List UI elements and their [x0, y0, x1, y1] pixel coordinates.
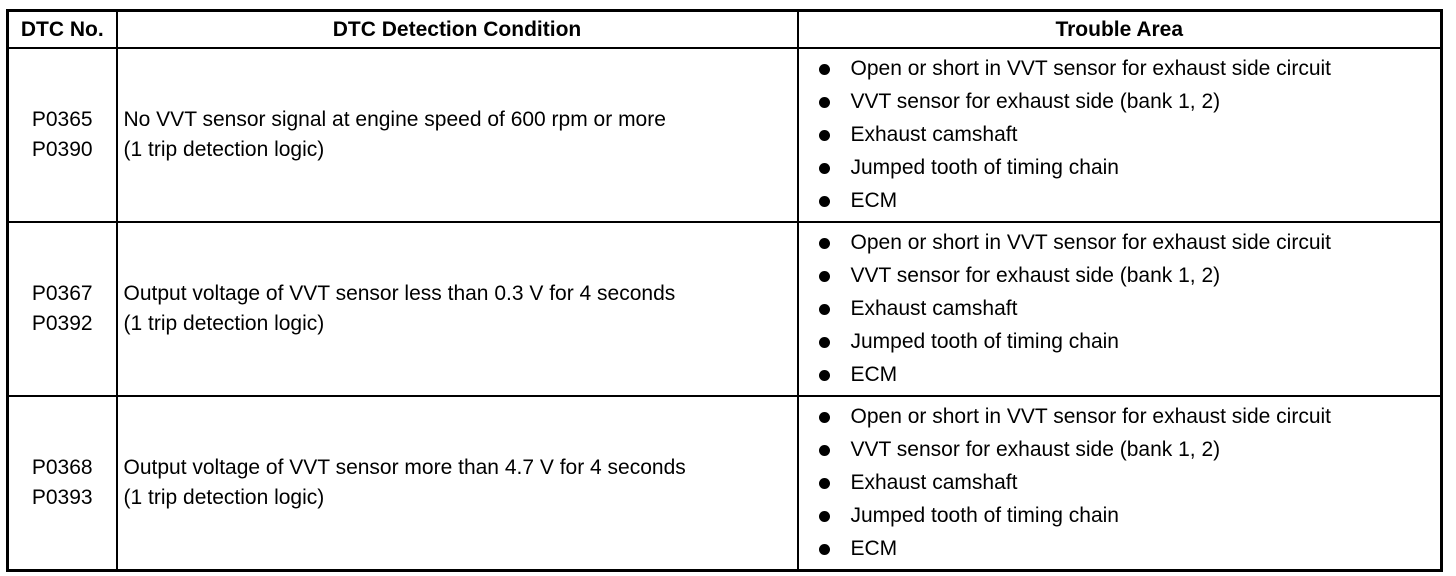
dtc-code: P0393	[31, 486, 93, 509]
bullet-icon	[819, 445, 830, 456]
condition-logic: (1 trip detection logic)	[123, 138, 325, 161]
bullet-icon	[819, 64, 830, 75]
condition-text: No VVT sensor signal at engine speed of 600 rpm or more	[123, 108, 666, 131]
trouble-area-list	[819, 227, 1441, 392]
bullet-icon	[819, 238, 830, 249]
list-item: VVT sensor for exhaust side (bank 1, 2)	[819, 260, 1441, 293]
detection-condition-cell	[117, 48, 798, 222]
dtc-code: P0368	[31, 456, 93, 479]
header-row	[8, 11, 1442, 49]
bullet-icon	[819, 196, 830, 207]
bullet-icon	[819, 412, 830, 423]
bullet-icon	[819, 544, 830, 555]
detection-condition-cell	[117, 396, 798, 571]
condition-text: Output voltage of VVT sensor less than 0.3 V for 4 seconds	[123, 282, 676, 305]
dtc-table	[6, 9, 1443, 572]
bullet-icon	[819, 511, 830, 522]
list-item: VVT sensor for exhaust side (bank 1, 2)	[819, 434, 1441, 467]
list-item: Jumped tooth of timing chain	[819, 152, 1441, 185]
condition-text: Output voltage of VVT sensor more than 4.7 V for 4 seconds	[123, 456, 686, 479]
condition-logic: (1 trip detection logic)	[123, 486, 325, 509]
bullet-icon	[819, 163, 830, 174]
dtc-codes-cell	[8, 396, 117, 571]
bullet-icon	[819, 130, 830, 141]
list-item: ECM	[819, 185, 1441, 218]
dtc-codes-cell	[8, 222, 117, 396]
header-dtc-no: DTC No.	[8, 11, 117, 49]
list-item: Open or short in VVT sensor for exhaust side circuit	[819, 227, 1441, 260]
dtc-codes-cell	[8, 48, 117, 222]
list-item: ECM	[819, 533, 1441, 566]
list-item: Open or short in VVT sensor for exhaust side circuit	[819, 53, 1441, 86]
list-item: Exhaust camshaft	[819, 467, 1441, 500]
trouble-area-list	[819, 53, 1441, 218]
dtc-code: P0392	[31, 312, 93, 335]
bullet-icon	[819, 370, 830, 381]
bullet-icon	[819, 271, 830, 282]
list-item: Open or short in VVT sensor for exhaust side circuit	[819, 401, 1441, 434]
list-item: Exhaust camshaft	[819, 293, 1441, 326]
trouble-area-list	[819, 401, 1441, 566]
trouble-area-cell	[798, 396, 1442, 571]
bullet-icon	[819, 304, 830, 315]
table-row	[8, 396, 1442, 571]
list-item: Jumped tooth of timing chain	[819, 326, 1441, 359]
dtc-code: P0365	[31, 108, 93, 131]
trouble-area-cell	[798, 222, 1442, 396]
list-item: ECM	[819, 359, 1441, 392]
table-row	[8, 222, 1442, 396]
list-item: VVT sensor for exhaust side (bank 1, 2)	[819, 86, 1441, 119]
list-item: Jumped tooth of timing chain	[819, 500, 1441, 533]
condition-logic: (1 trip detection logic)	[123, 312, 325, 335]
bullet-icon	[819, 478, 830, 489]
dtc-code: P0367	[31, 282, 93, 305]
bullet-icon	[819, 97, 830, 108]
bullet-icon	[819, 337, 830, 348]
trouble-area-cell	[798, 48, 1442, 222]
header-trouble-area: Trouble Area	[798, 11, 1442, 49]
detection-condition-cell	[117, 222, 798, 396]
header-detection-condition: DTC Detection Condition	[117, 11, 798, 49]
table-row	[8, 48, 1442, 222]
list-item: Exhaust camshaft	[819, 119, 1441, 152]
dtc-code: P0390	[31, 138, 93, 161]
